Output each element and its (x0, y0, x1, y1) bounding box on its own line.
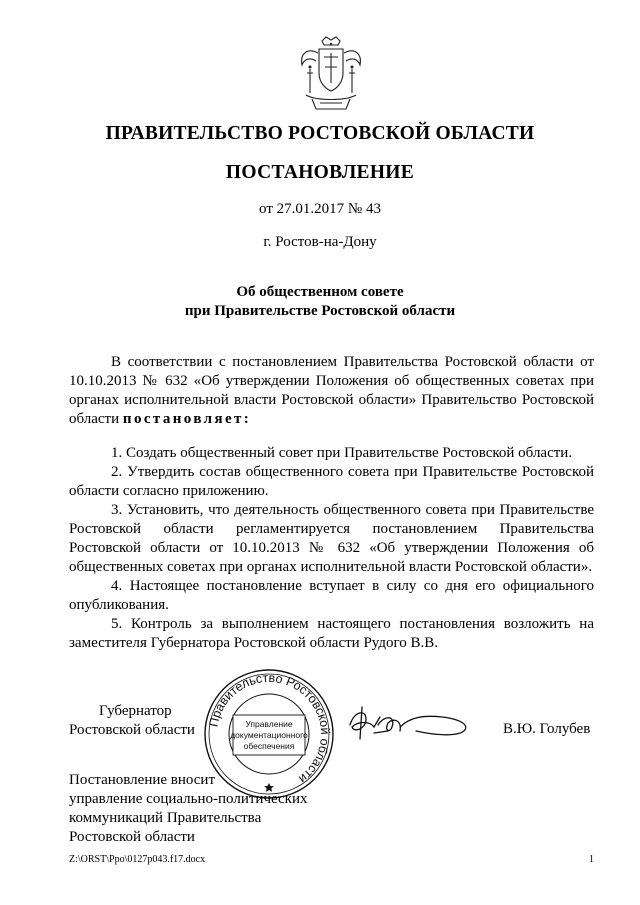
preamble-text: В соответствии с постановлением Правительства Ростовской области от 10.10.2013 № 632 «Об утверждении Положения об общественных советах при органах исполнительной власти Ростовской области» Правительство Ростовской области (69, 354, 594, 427)
page-number: 1 (589, 854, 594, 865)
stamp-center-line-2: документационного (230, 730, 308, 740)
subject-line-1: Об общественном совете (236, 284, 404, 300)
document-type-title: ПОСТАНОВЛЕНИЕ (225, 162, 415, 183)
stamp-center-line-3: обеспечения (243, 741, 295, 751)
decree-item: 1. Создать общественный совет при Правительстве Ростовской области. (111, 445, 573, 461)
decree-items-list (69, 444, 594, 653)
decree-item: 2. Утвердить состав общественного совета при Правительстве Ростовской области согласно приложению. (69, 464, 594, 499)
submitted-by-line-3: коммуникаций Правительства (69, 810, 262, 826)
signer-name: В.Ю. Голубев (503, 721, 591, 737)
decree-item: 5. Контроль за выполнением настоящего постановления возложить на заместителя Губернатора Ростовской области Рудого В.В. (69, 616, 594, 651)
signer-position (69, 702, 195, 740)
footer-file-path: Z:\ORST\Ppo\0127p043.f17.docx (69, 854, 206, 865)
preamble-paragraph (69, 353, 594, 429)
submitted-by-note (69, 771, 308, 847)
handwritten-signature (344, 703, 474, 743)
stamp-ring-text: Правительство Ростовской области (206, 670, 333, 787)
decree-item: 4. Настоящее постановление вступает в силу со дня его официального опубликования. (69, 578, 594, 613)
decree-item: 3. Установить, что деятельность общественного совета при Правительстве Ростовской области регламентируется постановлением Правительства Ростовской области от 10.10.2013 № 632 «Об утверждении Положения об общественных советах при органах исполнительной власти Ростовской области». (69, 502, 594, 575)
document-date-number: от 27.01.2017 № 43 (259, 201, 381, 217)
submitted-by-line-4: Ростовской области (69, 829, 195, 845)
document-subject (0, 283, 640, 321)
submitted-by-line-2: управление социально-политических (69, 791, 308, 807)
coat-of-arms-emblem (296, 35, 366, 115)
signer-position-line-1: Губернатор (99, 703, 172, 719)
subject-line-2: при Правительстве Ростовской области (184, 303, 456, 319)
submitted-by-line-1: Постановление вносит (69, 772, 216, 788)
government-title: ПРАВИТЕЛЬСТВО РОСТОВСКОЙ ОБЛАСТИ (105, 123, 535, 144)
stamp-center-line-1: Управление (245, 719, 293, 729)
decree-word: постановляет: (122, 411, 252, 427)
signer-position-line-2: Ростовской области (69, 722, 195, 738)
document-city: г. Ростов-на-Дону (263, 234, 377, 250)
